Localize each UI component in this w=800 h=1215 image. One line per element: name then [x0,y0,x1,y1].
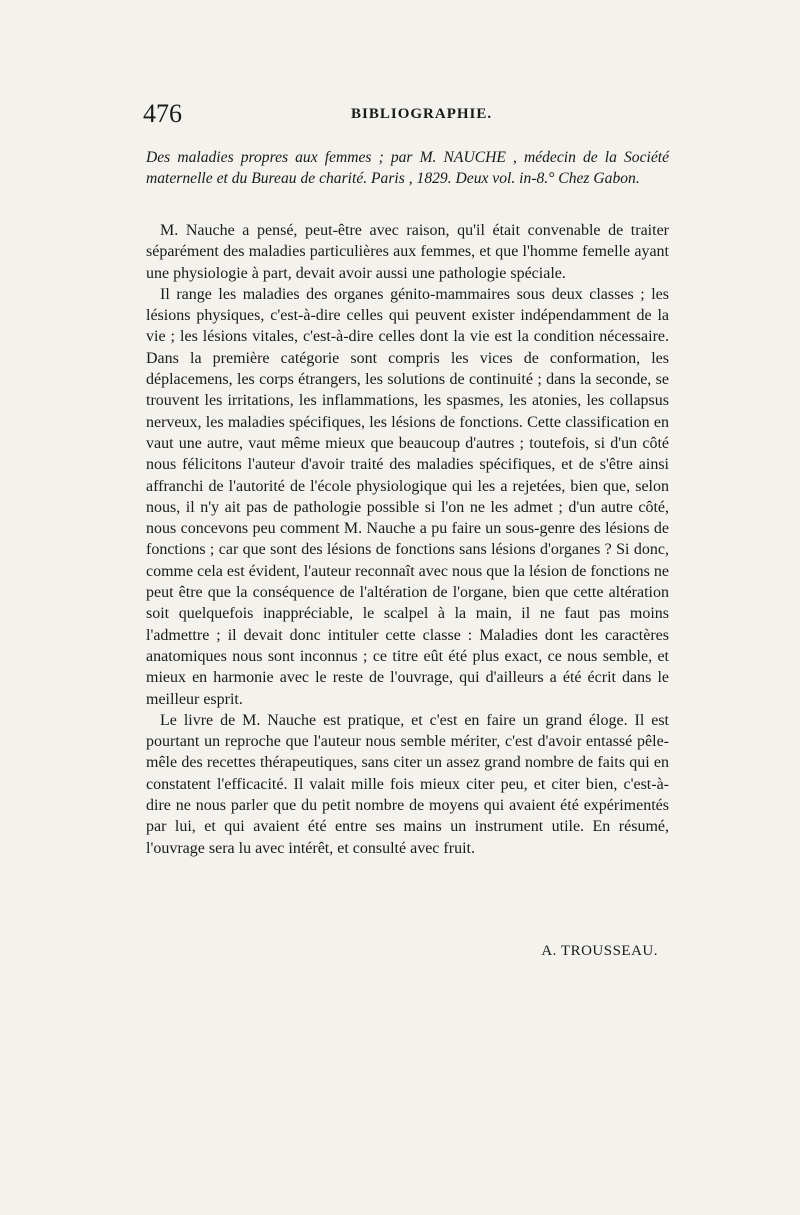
author-signature: A. TROUSSEAU. [541,943,658,959]
book-citation: Des maladies propres aux femmes ; par M. NAUCHE , médecin de la Société maternelle et du Bureau de charité. Paris , 1829. Deux vol. in-8.° Chez Gabon. [146,149,669,187]
running-head [143,100,665,130]
paragraph-1: M. Nauche a pensé, peut-être avec raison, qu'il était convenable de traiter séparément des maladies particulières aux femmes, et que l'homme femelle ayant une physiologie à part, devait avoir aussi une pathologie spéciale. [146,222,669,282]
review-body [146,220,669,859]
section-title: BIBLIOGRAPHIE. [351,106,493,122]
paragraph-3: Le livre de M. Nauche est pratique, et c'est en faire un grand éloge. Il est pourtant un reproche que l'auteur nous semble mériter, c'est d'avoir entassé pêle-mêle des recettes thérapeutiques, sans citer un assez grand nombre de faits qui en constatent l'efficacité. Il valait mille fois mieux citer peu, et citer bien, c'est-à-dire ne nous parler que du petit nombre de moyens qui avaient été expérimentés par lui, et qui avaient été entre ses mains un instrument utile. En résumé, l'ouvrage sera lu avec intérêt, et consulté avec fruit. [146,711,669,857]
paragraph-2: Il range les maladies des organes génito-mammaires sous deux classes ; les lésions physiques, c'est-à-dire celles qui peuvent exister indépendamment de la vie ; les lésions vitales, c'est-à-dire celles dont la vie est la condition nécessaire. Dans la première catégorie sont compris les vices de conformation, les déplacemens, les corps étrangers, les solutions de continuité ; dans la seconde, se trouvent les irritations, les inflammations, les spasmes, les atonies, les collapsus nerveux, les maladies spécifiques, les lésions de fonctions. Cette classification en vaut une autre, vaut même mieux que beaucoup d'autres ; toutefois, si d'un côté nous félicitons l'auteur d'avoir traité des maladies spécifiques, et de s'être ainsi affranchi de l'autorité de l'école physiologique qui les a rejetées, bien que, selon nous, il n'y ait pas de pathologie possible si l'on ne les admet ; d'un autre côté, nous concevons peu comment M. Nauche a pu faire un sous-genre des lésions de fonctions ; car que sont des lésions de fonctions sans lésions d'organes ? Si donc, comme cela est évident, l'auteur reconnaît avec nous que la lésion de fonctions ne peut être que la conséquence de l'altération de l'organe, bien que cette altération soit quelquefois inappréciable, le scalpel à la main, il ne faut pas moins l'admettre ; il devait donc intituler cette classe : Maladies dont les caractères anatomiques nous sont inconnus ; ce titre eût été plus exact, ce nous semble, et mieux en harmonie avec le reste de l'ouvrage, qui d'ailleurs a été écrit dans le meilleur esprit. [146,285,669,708]
page-number: 476 [143,99,182,128]
